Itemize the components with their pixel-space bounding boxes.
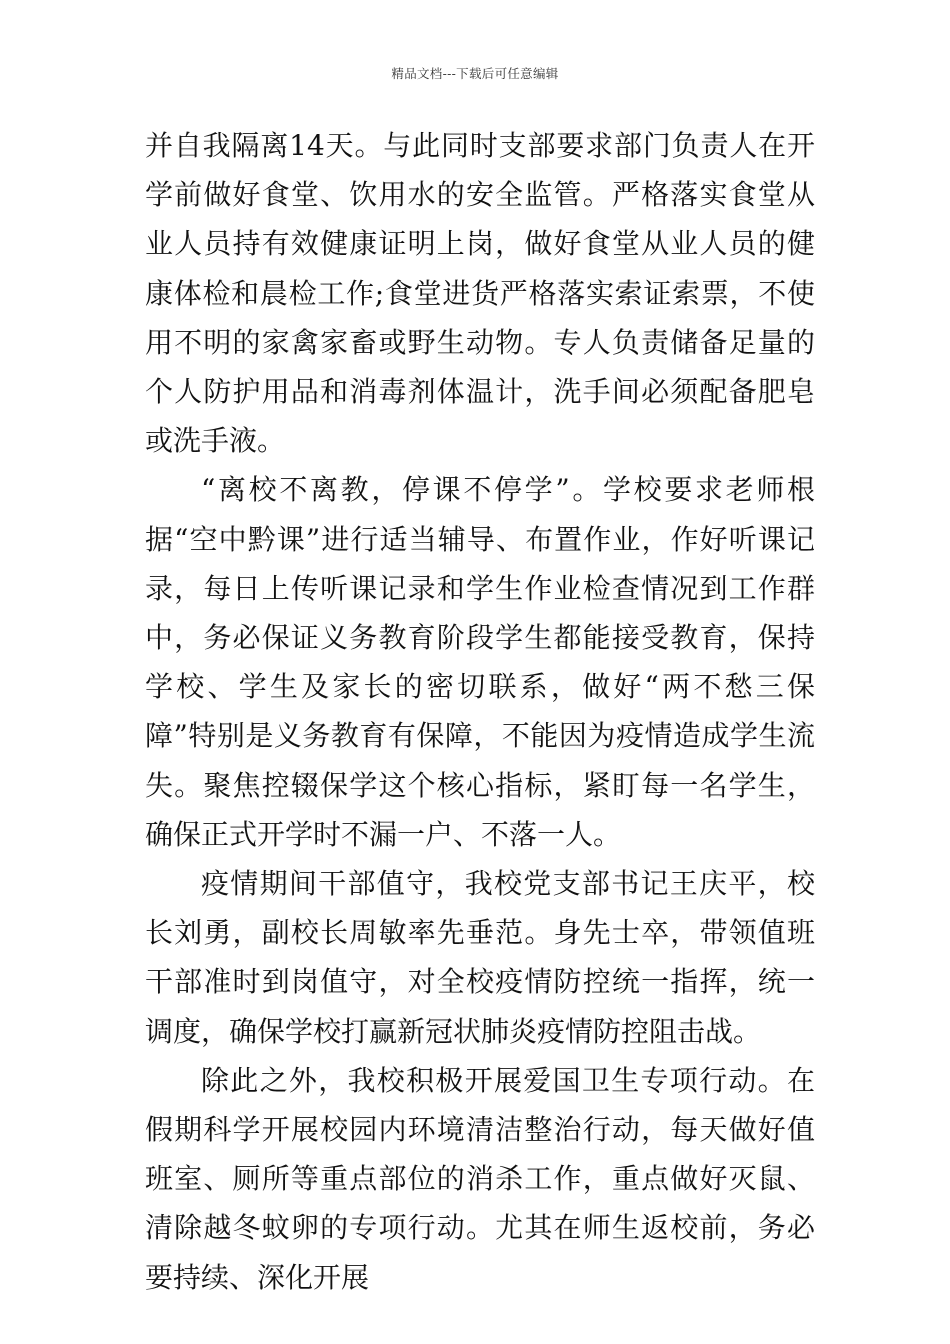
paragraph-isolation-and-canteen: 并自我隔离14天。与此同时支部要求部门负责人在开学前做好食堂、饮用水的安全监管。严格落实食堂从业人员持有效健康证明上岗，做好食堂从业人员的健康体检和晨检工作;食堂进货严格落实索证索票，不使用不明的家禽家畜或野生动物。专人负责储备足量的个人防护用品和消毒剂体温计，洗手间必须配备肥皂或洗手液。 [145, 129, 815, 458]
paragraph-cadre-duty: 疫情期间干部值守，我校党支部书记王庆平，校长刘勇，副校长周敏率先垂范。身先士卒，带领值班干部准时到岗值守，对全校疫情防控统一指挥，统一调度，确保学校打赢新冠状肺炎疫情防控阻击战。 [145, 867, 815, 1048]
paragraph-online-teaching: “离校不离教，停课不停学”。学校要求老师根据“空中黔课”进行适当辅导、布置作业，作好听课记录，每日上传听课记录和学生作业检查情况到工作群中，务必保证义务教育阶段学生都能接受教育，保持学校、学生及家长的密切联系，做好“两不愁三保障”特别是义务教育有保障，不能因为疫情造成学生流失。聚焦控辍保学这个核心指标，紧盯每一名学生，确保正式开学时不漏一户、不落一人。 [145, 473, 815, 851]
page-header: 精品文档---下载后可任意编辑 [391, 66, 559, 81]
paragraph-hygiene-campaign: 除此之外，我校积极开展爱国卫生专项行动。在假期科学开展校园内环境清洁整治行动，每天做好值班室、厕所等重点部位的消杀工作，重点做好灭鼠、清除越冬蚊卵的专项行动。尤其在师生返校前，务必要持续、深化开展 [145, 1063, 815, 1294]
document-body [145, 121, 815, 1302]
